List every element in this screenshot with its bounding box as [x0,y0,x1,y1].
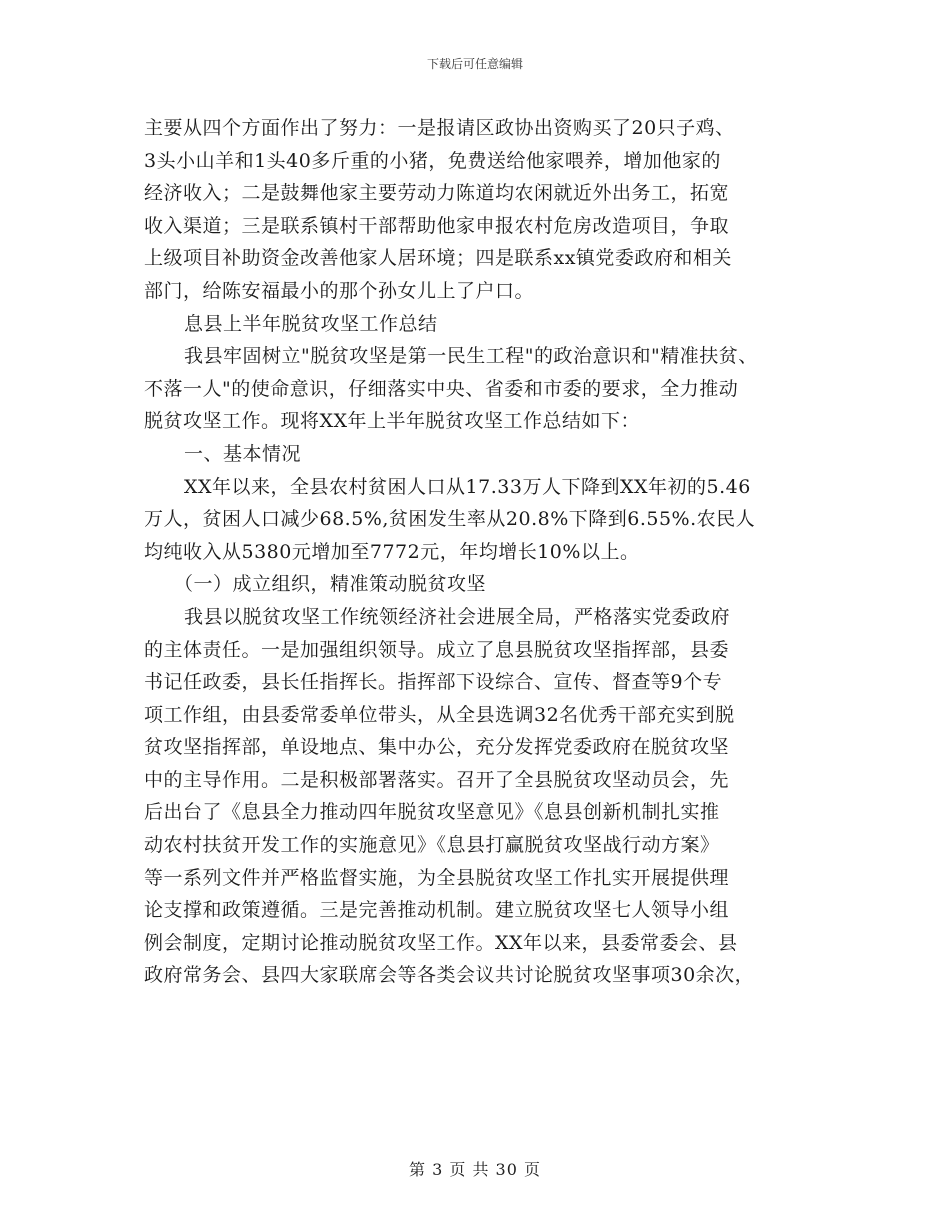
body-line: 收入渠道；三是联系镇村干部帮助他家申报农村危房改造项目，争取 [144,214,730,237]
body-line: 脱贫攻坚工作。现将XX年上半年脱贫攻坚工作总结如下： [144,410,641,433]
body-line: 我县牢固树立"脱贫攻坚是第一民生工程"的政治意识和"精准扶贫、 [184,345,758,368]
body-line: 我县以脱贫攻坚工作统领经济社会进展全局，严格落实党委政府 [184,605,731,628]
body-line: 中的主导作用。二是积极部署落实。召开了全县脱贫攻坚动员会，先 [144,768,730,791]
body-line: 万人，贫困人口减少68.5%,贫困发生率从20.8%下降到6.55%.农民人 [144,508,756,531]
body-line: XX年以来，全县农村贫困人口从17.33万人下降到XX年初的5.46 [184,475,751,498]
body-line: 论支撑和政策遵循。三是完善推动机制。建立脱贫攻坚七人领导小组 [144,899,730,922]
body-line: 政府常务会、县四大家联席会等各类会议共讨论脱贫攻坚事项30余次， [144,964,755,987]
body-line: 例会制度，定期讨论推动脱贫攻坚工作。XX年以来，县委常委会、县 [144,931,738,954]
page-number: 第 3 页 共 30 页 [409,1160,541,1179]
body-line: 项工作组，由县委常委单位带头，从全县选调32名优秀干部充实到脱 [144,703,735,726]
section-title: 息县上半年脱贫攻坚工作总结 [184,312,438,335]
body-line: 主要从四个方面作出了努力：一是报请区政协出资购买了20只子鸡、 [144,117,735,139]
subsection-heading: （一）成立组织，精准策动脱贫攻坚 [174,573,487,596]
body-line: 3头小山羊和1头40多斤重的小猪，免费送给他家喂养，增加他家的 [144,149,721,172]
body-line: 上级项目补助资金改善他家人居环境；四是联系xx镇党委政府和相关 [144,247,732,270]
body-line: 不落一人"的使命意识，仔细落实中央、省委和市委的要求，全力推动 [144,377,739,400]
body-line: 等一系列文件并严格监督实施，为全县脱贫攻坚工作扎实开展提供理 [144,866,730,889]
body-line: 贫攻坚指挥部，单设地点、集中办公，充分发挥党委政府在脱贫攻坚 [144,736,730,759]
body-line: 经济收入；二是鼓舞他家主要劳动力陈道均农闲就近外出务工，拓宽 [144,182,730,205]
section-heading: 一、基本情况 [184,442,302,465]
body-line: 动农村扶贫开发工作的实施意见》《息县打赢脱贫攻坚战行动方案》 [144,834,720,857]
body-line: 的主体责任。一是加强组织领导。成立了息县脱贫攻坚指挥部，县委 [144,638,730,661]
body-line: 部门，给陈安福最小的那个孙女儿上了户口。 [144,279,535,302]
document-body [144,112,824,992]
page-header-note: 下载后可任意编辑 [426,57,523,71]
body-line: 均纯收入从5380元增加至7772元，年均增长10%以上。 [144,540,640,563]
body-line: 后出台了《息县全力推动四年脱贫攻坚意见》《息县创新机制扎实推 [144,801,720,824]
body-line: 书记任政委，县长任指挥长。指挥部下设综合、宣传、督查等9个专 [144,671,723,694]
